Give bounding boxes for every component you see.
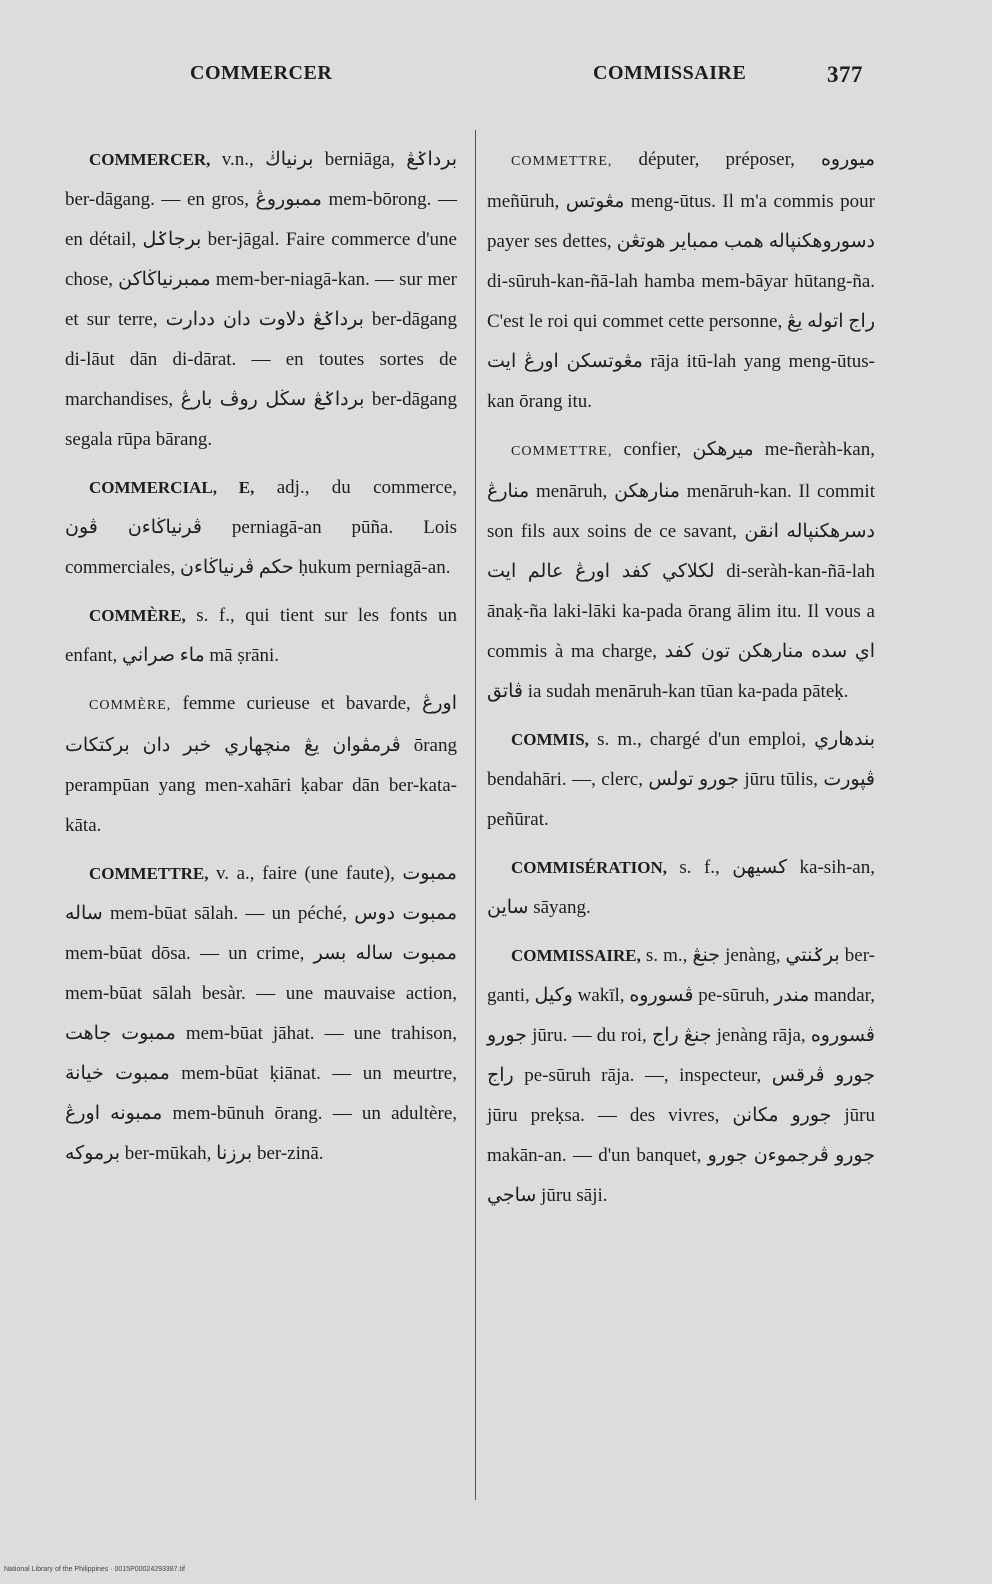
running-head-right: COMMISSAIRE [593, 62, 747, 84]
entry-text: s. f., qui tient sur les fonts un enfant, ماء صراني mā ṣrāni. [65, 605, 457, 666]
entry-commercer [65, 140, 457, 460]
entry-commere-2 [65, 684, 457, 846]
entry-text: femme curieuse et bavarde, اورڠ ڤرمڤوان يڠ منچهاري خبر دان بركتكات ōrang perampūan yang men-xahāri ḳabar dān ber-kata-kāta. [65, 693, 457, 836]
entry-text: s. m., chargé d'un emploi, بندهاري bendahāri. —, clerc, جورو تولس jūru tūlis, ڤڽورت peñūrat. [487, 729, 876, 830]
scan-footer: National Library of the Philippines · 0015P00024293387.tif [4, 1566, 185, 1573]
entry-text: v. a., faire (une faute), ممبوت ساله mem-būat sālah. — un péché, ممبوت دوس mem-būat dōsa. — un crime, ممبوت ساله بسر mem-būat sālah besàr. — une mauvaise action, ممبوت جاهت mem-būat jāhat. — une trahison, ممبوت خيانة mem-būat ḳiānat. — un meurtre, ممبونه اورڠ mem-būnuh ōrang. — un adultère, برموكه ber-mūkah, برزنا ber-zinā. [65, 863, 458, 1164]
entry-text: s. f., كسيهن ka-sih-an, ساين sāyang. [487, 857, 875, 918]
entry-text: députer, préposer, ميوروه meñūruh, مڠوتس meng-ūtus. Il m'a commis pour payer ses dettes, دسوروهكنڽاله همب ممباير هوتڠن di-sūruh-kan-ñā-lah hamba mem-bāyar hūtang-ña. C'est le roi qui commet cette personne, راج اتوله يڠ مڠوتسكن اورڠ ايت rāja itū-lah yang meng-ūtus-kan ōrang itu. [487, 149, 876, 412]
headword: COMMERCIAL, E, [89, 478, 255, 497]
page-number: 377 [827, 62, 863, 87]
headword: COMMISSAIRE, [511, 946, 641, 965]
headword: COMMIS, [511, 730, 589, 749]
headword: COMMETTRE, [511, 444, 613, 459]
entry-commiseration [487, 848, 875, 928]
running-head-left: COMMERCER [190, 62, 333, 84]
entry-commissaire [487, 936, 875, 1216]
entry-commis [487, 720, 875, 840]
entry-commettre-2 [487, 140, 875, 422]
headword: COMMETTRE, [89, 864, 209, 883]
right-column [487, 140, 875, 1224]
headword: COMMETTRE, [511, 154, 613, 169]
column-divider [475, 130, 476, 1500]
entry-commettre-1 [65, 854, 457, 1174]
headword: COMMERCER, [89, 150, 211, 169]
headword: COMMÈRE, [89, 698, 172, 713]
entry-text: v.n., برنياڬ berniāga, برداݢڠ ber-dāgang. — en gros, ممبوروڠ mem-bōrong. — en détail, برجاݢل ber-jāgal. Faire commerce d'une chose, ممبرنياڬاكن mem-ber-niagā-kan. — sur mer et sur terre, برداݢڠ دلاوت دان ددارت ber-dāgang di-lāut dān di-dārat. — en toutes sortes de marchandises, برداݢڠ سڬل روڤ بارڠ ber-dāgang segala rūpa bārang. [65, 149, 457, 450]
entry-text: s. m., جنڠ jenàng, برݢنتي ber-ganti, وكيل wakīl, ڤسوروه pe-sūruh, مندر mandar, جورو jūru. — du roi, جنڠ راج jenàng rāja, ڤسوروه راج pe-sūruh rāja. —, inspecteur, جورو ڤرقس jūru preḳsa. — des vivres, جورو مكانن jūru makān-an. — d'un banquet, جورو ڤرجموءن جورو ساجي jūru sāji. [487, 945, 875, 1206]
entry-text: adj., du commerce, ڤرنياڬاءن ڤون perniagā-an pūña. Lois commerciales, حكم ڤرنياڬاءن ḥukum perniagā-an. [65, 477, 457, 578]
entry-commercial [65, 468, 457, 588]
entry-commettre-3 [487, 430, 875, 712]
headword: COMMISÉRATION, [511, 858, 667, 877]
entry-text: confier, ميرهكن me-ñeràh-kan, منارڠ menāruh, منارهكن menāruh-kan. Il commit son fils aux soins de ce savant, دسرهكنڽاله انقن لكلاكي كفد اورڠ عالم ايت di-seràh-kan-ñā-lah ānaḳ-ña laki-lāki ka-pada ōrang ālim itu. Il vous a commis à ma charge, اي سده منارهكن تون كفد ڤاتق ia sudah menāruh-kan tūan ka-pada pāteḳ. [487, 439, 875, 702]
entry-commere-1 [65, 596, 457, 676]
left-column [65, 140, 457, 1182]
headword: COMMÈRE, [89, 606, 186, 625]
